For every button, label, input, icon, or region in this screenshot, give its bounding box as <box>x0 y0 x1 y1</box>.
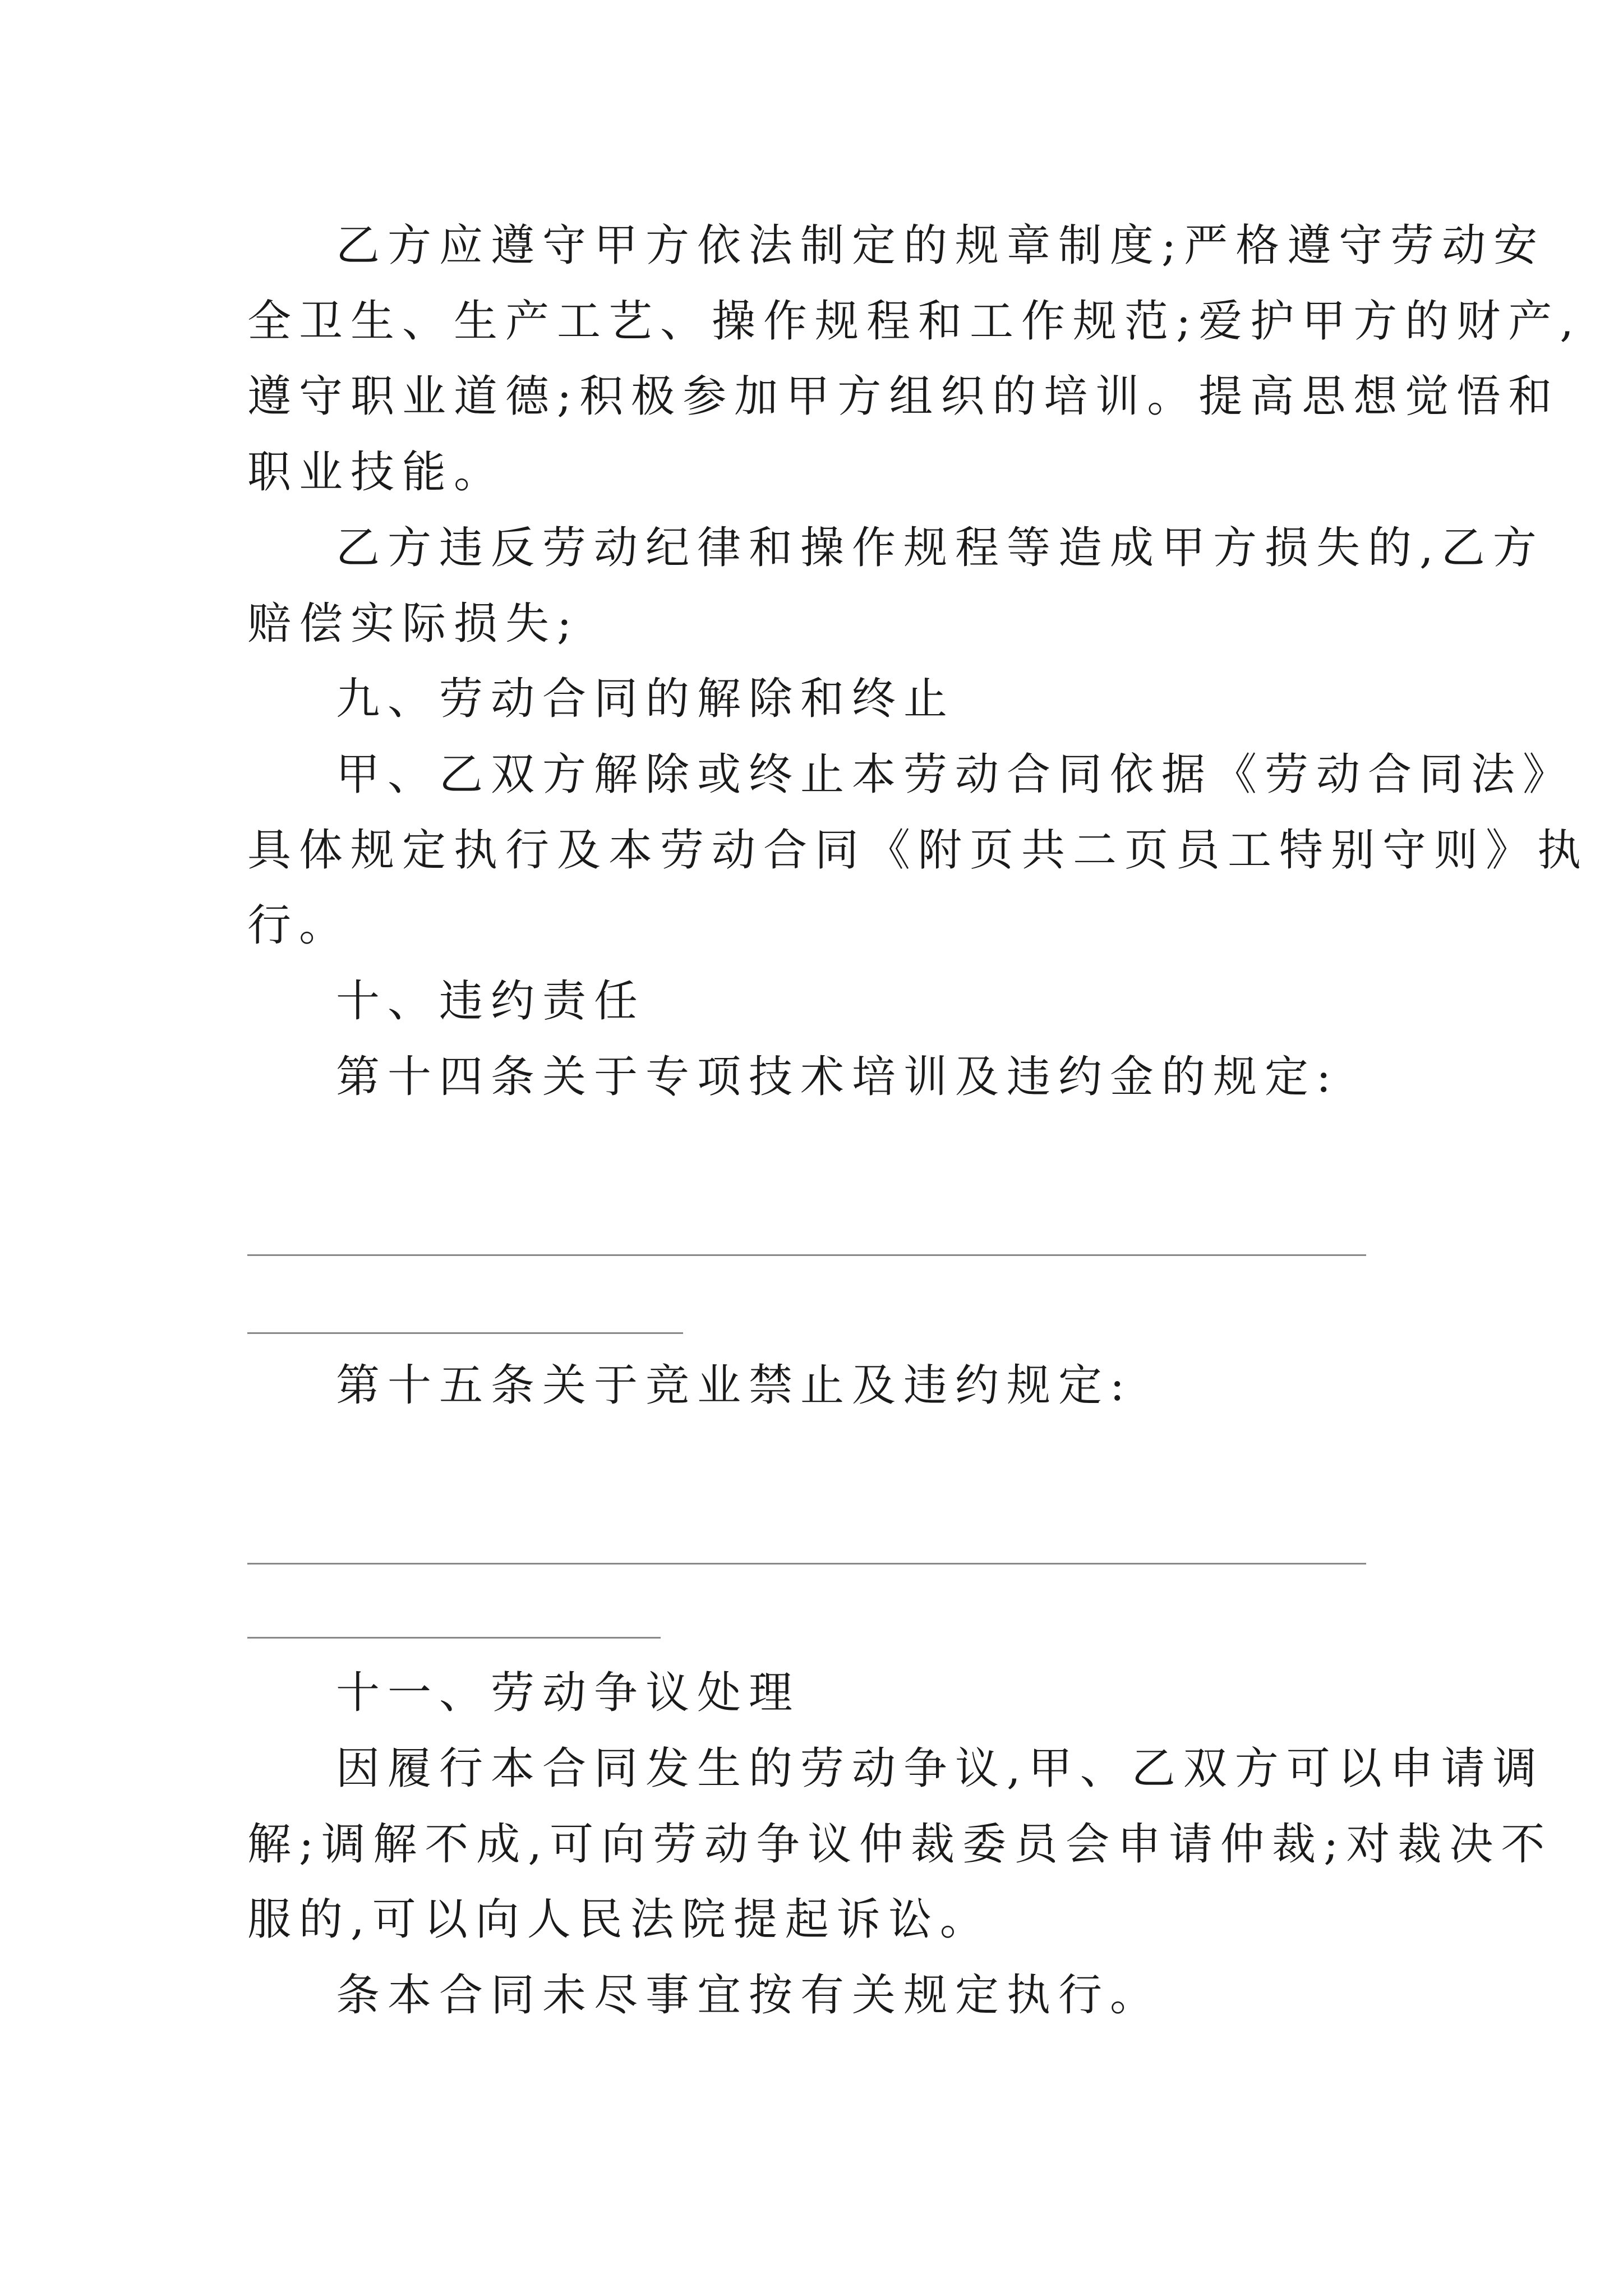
section-10-heading: 十、违约责任 <box>336 976 646 1027</box>
article-14-heading: 第十四条关于专项技术培训及违约金的规定: <box>336 1052 1339 1102</box>
fill-in-line-article-15-short <box>247 1637 661 1639</box>
paragraph-1-line-1: 乙方应遵守甲方依法制定的规章制度;严格遵守劳动安 <box>336 220 1546 271</box>
section-9-heading: 九、劳动合同的解除和终止 <box>336 674 956 724</box>
paragraph-3-line-1: 甲、乙双方解除或终止本劳动合同依据《劳动合同法》 <box>336 749 1575 800</box>
paragraph-2-line-2: 赔偿实际损失; <box>247 599 580 649</box>
paragraph-4-line-2: 解;调解不成,可向劳动争议仲裁委员会申请仲裁;对裁决不 <box>247 1819 1553 1870</box>
paragraph-1-line-2: 全卫生、生产工艺、操作规程和工作规范;爱护甲方的财产, <box>247 296 1582 347</box>
paragraph-4-line-3: 服的,可以向人民法院提起诉讼。 <box>247 1894 992 1945</box>
paragraph-2-line-1: 乙方违反劳动纪律和操作规程等造成甲方损失的,乙方 <box>336 523 1544 573</box>
section-11-heading: 十一、劳动争议处理 <box>336 1668 801 1718</box>
paragraph-1-line-3: 遵守职业道德;积极参加甲方组织的培训。提高思想觉悟和 <box>247 371 1560 422</box>
paragraph-1-line-4: 职业技能。 <box>247 447 506 498</box>
article-15-heading: 第十五条关于竞业禁止及违约规定: <box>336 1360 1133 1411</box>
paragraph-4-line-1: 因履行本合同发生的劳动争议,甲、乙双方可以申请调 <box>336 1743 1544 1794</box>
fill-in-line-article-14-long <box>247 1254 1366 1256</box>
paragraph-3-line-3: 行。 <box>247 900 351 951</box>
fill-in-line-article-15-long <box>247 1563 1366 1565</box>
closing-clause: 条本合同未尽事宜按有关规定执行。 <box>336 1970 1162 2021</box>
paragraph-3-line-2: 具体规定执行及本劳动合同《附页共二页员工特别守则》执 <box>247 825 1589 876</box>
fill-in-line-article-14-short <box>247 1332 683 1334</box>
